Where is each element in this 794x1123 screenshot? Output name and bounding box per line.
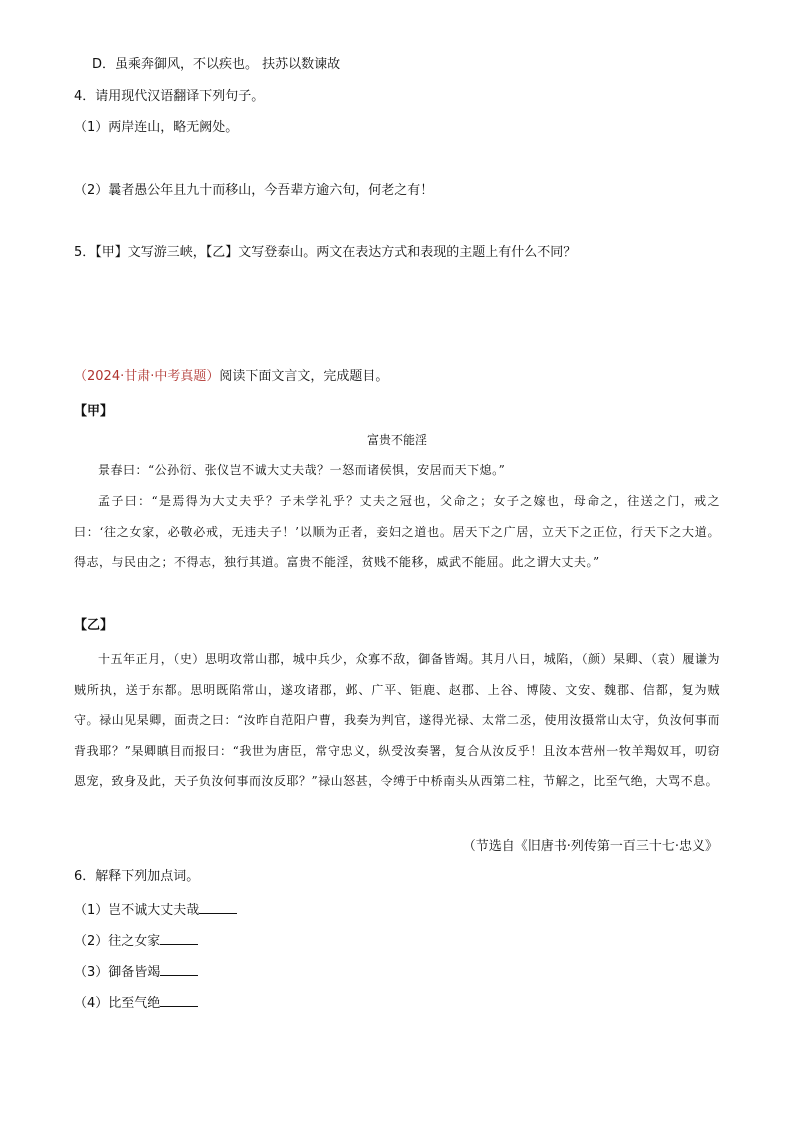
- q6-item: [74, 900, 237, 920]
- q6-item-text: （1）岂不诚大丈夫哉: [74, 903, 200, 918]
- q4-item-1: （1）两岸连山，略无阙处。: [74, 120, 239, 135]
- jia-title: 富贵不能淫: [366, 433, 427, 447]
- yi-marker: 【乙】: [74, 618, 114, 633]
- jia-paragraph-1: 景春曰：“公孙衍、张仪岂不诚大丈夫哉？一怒而诸侯惧，安居而天下熄。”: [98, 463, 506, 477]
- q4-item-2: （2）曩者愚公年且九十而移山，今吾辈方逾六旬，何老之有！: [74, 183, 434, 198]
- q3-option-d: D．虽乘奔御风，不以疾也。 扶苏以数谏故: [92, 57, 341, 72]
- answer-blank[interactable]: [160, 931, 198, 945]
- answer-blank[interactable]: [160, 962, 198, 976]
- source-tag: （2024·甘肃·中考真题）: [74, 369, 220, 384]
- jia-paragraph-2: 孟子曰：“是焉得为大丈夫乎？子未学礼乎？丈夫之冠也，父命之；女子之嫁也，母命之，往送之门，戒之曰：‘往之女家，必敬必戒，无违夫子！’以顺为正者，妾妇之道也。居天下之广居，立天下之正位，行天下之大道。得志，与民由之；不得志，独行其道。富贵不能淫，贫贱不能移，威武不能屈。此之谓大丈夫。”: [74, 494, 720, 569]
- q6-item-text: （2）往之女家: [74, 934, 161, 949]
- q4-stem: 4．请用现代汉语翻译下列句子。: [74, 89, 265, 104]
- yi-source: （节选自《旧唐书·列传第一百三十七·忠义》: [462, 839, 718, 854]
- q6-item: [74, 962, 198, 982]
- jia-marker: 【甲】: [74, 404, 114, 419]
- answer-blank[interactable]: [199, 900, 237, 914]
- q6-item-text: （3）御备皆竭: [74, 965, 161, 980]
- section-instruction: 阅读下面文言文，完成题目。: [219, 369, 389, 384]
- q6-item: [74, 993, 198, 1013]
- q6-item: [74, 931, 198, 951]
- answer-blank[interactable]: [160, 993, 198, 1007]
- q5-stem: 5．【甲】文写游三峡，【乙】文写登泰山。两文在表达方式和表现的主题上有什么不同？: [74, 245, 577, 260]
- yi-paragraph-1: 十五年正月，（史）思明攻常山郡，城中兵少，众寡不敌，御备皆竭。其月八日，城陷，（颜）杲卿、（袁）履谦为贼所执，送于东都。思明既陷常山，遂攻诸郡，邺、广平、钜鹿、赵郡、上谷、博陵、文安、魏郡、信都，复为贼守。禄山见杲卿，面责之曰：“汝昨自范阳户曹，我奏为判官，遂得光禄、太常二丞，使用汝摄常山太守，负汝何事而背我耶？”杲卿瞋目而报曰：“我世为唐臣，常守忠义，纵受汝奏署，复合从汝反乎！且汝本营州一牧羊羯奴耳，叨窃恩宠，致身及此，天子负汝何事而汝反耶？”禄山怒甚，令缚于中桥南头从西第二柱，节解之，比至气绝，大骂不息。: [74, 652, 720, 788]
- q6-item-text: （4）比至气绝: [74, 996, 161, 1011]
- section-header: [74, 368, 388, 386]
- q6-stem: 6．解释下列加点词。: [74, 869, 200, 884]
